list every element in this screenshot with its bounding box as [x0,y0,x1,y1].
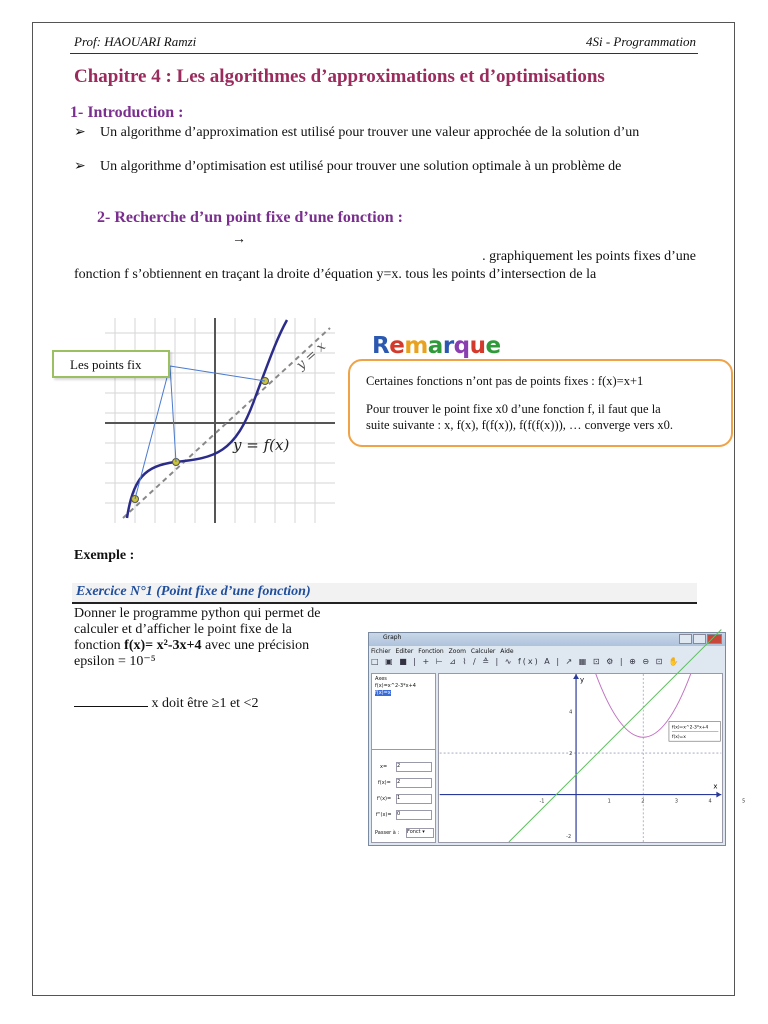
y-tick-label: 2 [569,751,573,758]
exercise-line-4: epsilon = 10⁻⁵ [74,654,156,669]
y-axis-label: y [580,675,585,684]
menu-calculer[interactable]: Calculer [470,648,496,655]
intro-heading: 1- Introduction : [70,104,184,121]
minimize-button[interactable] [679,634,692,644]
exercise-title: Exercice N°1 (Point fixe d’une fonction) [76,584,311,599]
field-dfx-value: 1 [396,794,432,804]
remark-line-2: Pour trouver le point fixe x0 d’une fonction f, il faut que la [366,402,661,416]
graph-plot-area [438,673,746,843]
legend-parabola: f(x)=x^2-3*x+4 [671,725,709,731]
intro-bullet-2 [74,159,696,175]
legend-line: f(x)=x [671,735,686,741]
y-axis-arrow [573,674,579,679]
remark-box [348,359,733,447]
remark-title [372,333,501,359]
header-author: Prof: HAOUARI Ramzi [74,34,197,49]
x-tick-label: 3 [674,798,679,805]
menu-bar [371,648,514,655]
toolbar[interactable]: □ ▣ ■ | + ⊢ ⊿ ⌇ ∕ ≙ | ∿ f(x) A | ↗ ▦ ⊡ ⚙ | ⊕ ⊖ ⊡ ✋ [371,657,681,666]
text-part: avec une précision [201,638,310,653]
x-tick-label: 2 [641,798,645,805]
remark-title-letter: R [372,333,390,359]
menu-fichier[interactable]: Fichier [371,648,391,655]
remark-title-letter: q [453,333,470,359]
section2-heading: 2- Recherche d’un point fixe d’une fonction : [97,209,403,226]
y-tick-label: 4 [569,709,573,716]
header-course: 4Si - Programmation [585,34,696,49]
remark-title-letter: e [485,333,501,359]
remark-title-letter: r [442,333,454,359]
section2-arrow: → [232,232,246,247]
remark-line-1: Certaines fonctions n’ont pas de points fixes : f(x)=x+1 [366,374,644,388]
field-fx-label: f(x)= [378,780,391,786]
field-ddfx-value: 0 [396,810,432,820]
list-item-axes[interactable]: Axes [375,676,387,682]
menu-editer[interactable]: Editer [395,648,414,655]
remark-title-letter: m [404,333,428,359]
passer-select[interactable]: Fonct ▾ [406,828,434,838]
menu-zoom[interactable]: Zoom [448,648,466,655]
pane-divider [372,749,435,750]
fixed-points-callout: Les points fix [52,350,170,378]
header-rule [70,53,698,54]
remark-title-letter: e [389,333,405,359]
passer-label: Passer à : [375,830,400,836]
maximize-button[interactable] [693,634,706,644]
remark-title-letter: a [427,333,443,359]
bullet-text: Un algorithme d’approximation est utilisé pour trouver une valeur approchée de la solution d’un [100,125,640,140]
menu-aide[interactable]: Aide [500,648,514,655]
exercise-line-3 [74,638,364,654]
text-part: fonction [74,638,125,653]
graph-app-window [368,632,746,846]
exercise-title-bar [72,583,697,604]
exemple-label: Exemple : [74,548,135,563]
x-tick-label: -1 [539,798,545,805]
exercise-text [74,606,364,670]
exercise-line-1: Donner le programme python qui permet de [74,606,321,621]
section2-line-1: . graphiquement les points fixes d’une [482,249,696,264]
function-list-pane [371,673,436,843]
section2-line-2: fonction f s’obtiennent en traçant la droite d’équation y=x. tous les points d’intersection de la [74,267,597,282]
x-tick-label: 4 [708,798,712,805]
field-x-input[interactable]: 2 [396,762,432,772]
window-title: Graph [383,634,402,641]
list-item-parabola[interactable]: f(x)=x^2-3*x+4 [375,683,416,689]
x-tick-label: 5 [742,798,746,805]
fill-blank-line [74,694,258,712]
fixed-point-graph [105,318,335,523]
x-tick-label: 1 [607,798,611,805]
field-dfx-label: f'(x)= [377,796,392,802]
exercise-line-2: calculer et d’afficher le point fixe de la [74,622,292,637]
line-label: y = x [293,339,329,373]
x-axis-arrow [716,792,721,798]
bullet-marker: ➢ [74,125,86,140]
x-axis-label: x [713,782,718,791]
blank-suffix: x doit être ≥1 et <2 [148,696,259,711]
y-tick-label: -2 [566,834,572,841]
remark-line-3: suite suivante : x, f(x), f(f(x)), f(f(f(x))), … converge vers x0. [366,418,673,432]
bullet-text: Un algorithme d’optimisation est utilisé pour trouver une solution optimale à un problème de [100,159,622,174]
remark-title-letter: u [469,333,486,359]
chapter-title: Chapitre 4 : Les algorithmes d’approximations et d’optimisations [74,66,605,87]
intro-bullet-1 [74,125,696,141]
field-x-label: x= [380,764,388,770]
bullet-marker: ➢ [74,159,86,174]
field-fx-value: 2 [396,778,432,788]
curve-label: y = f(x) [233,436,290,454]
field-ddfx-label: f''(x)= [376,812,392,818]
window-titlebar[interactable] [369,633,725,646]
blank-underline [74,694,148,707]
menu-fonction[interactable]: Fonction [418,648,444,655]
function-formula: f(x)= x²-3x+4 [124,638,202,653]
close-button[interactable] [707,634,722,644]
list-item-line[interactable]: f(x)=x [375,690,391,696]
